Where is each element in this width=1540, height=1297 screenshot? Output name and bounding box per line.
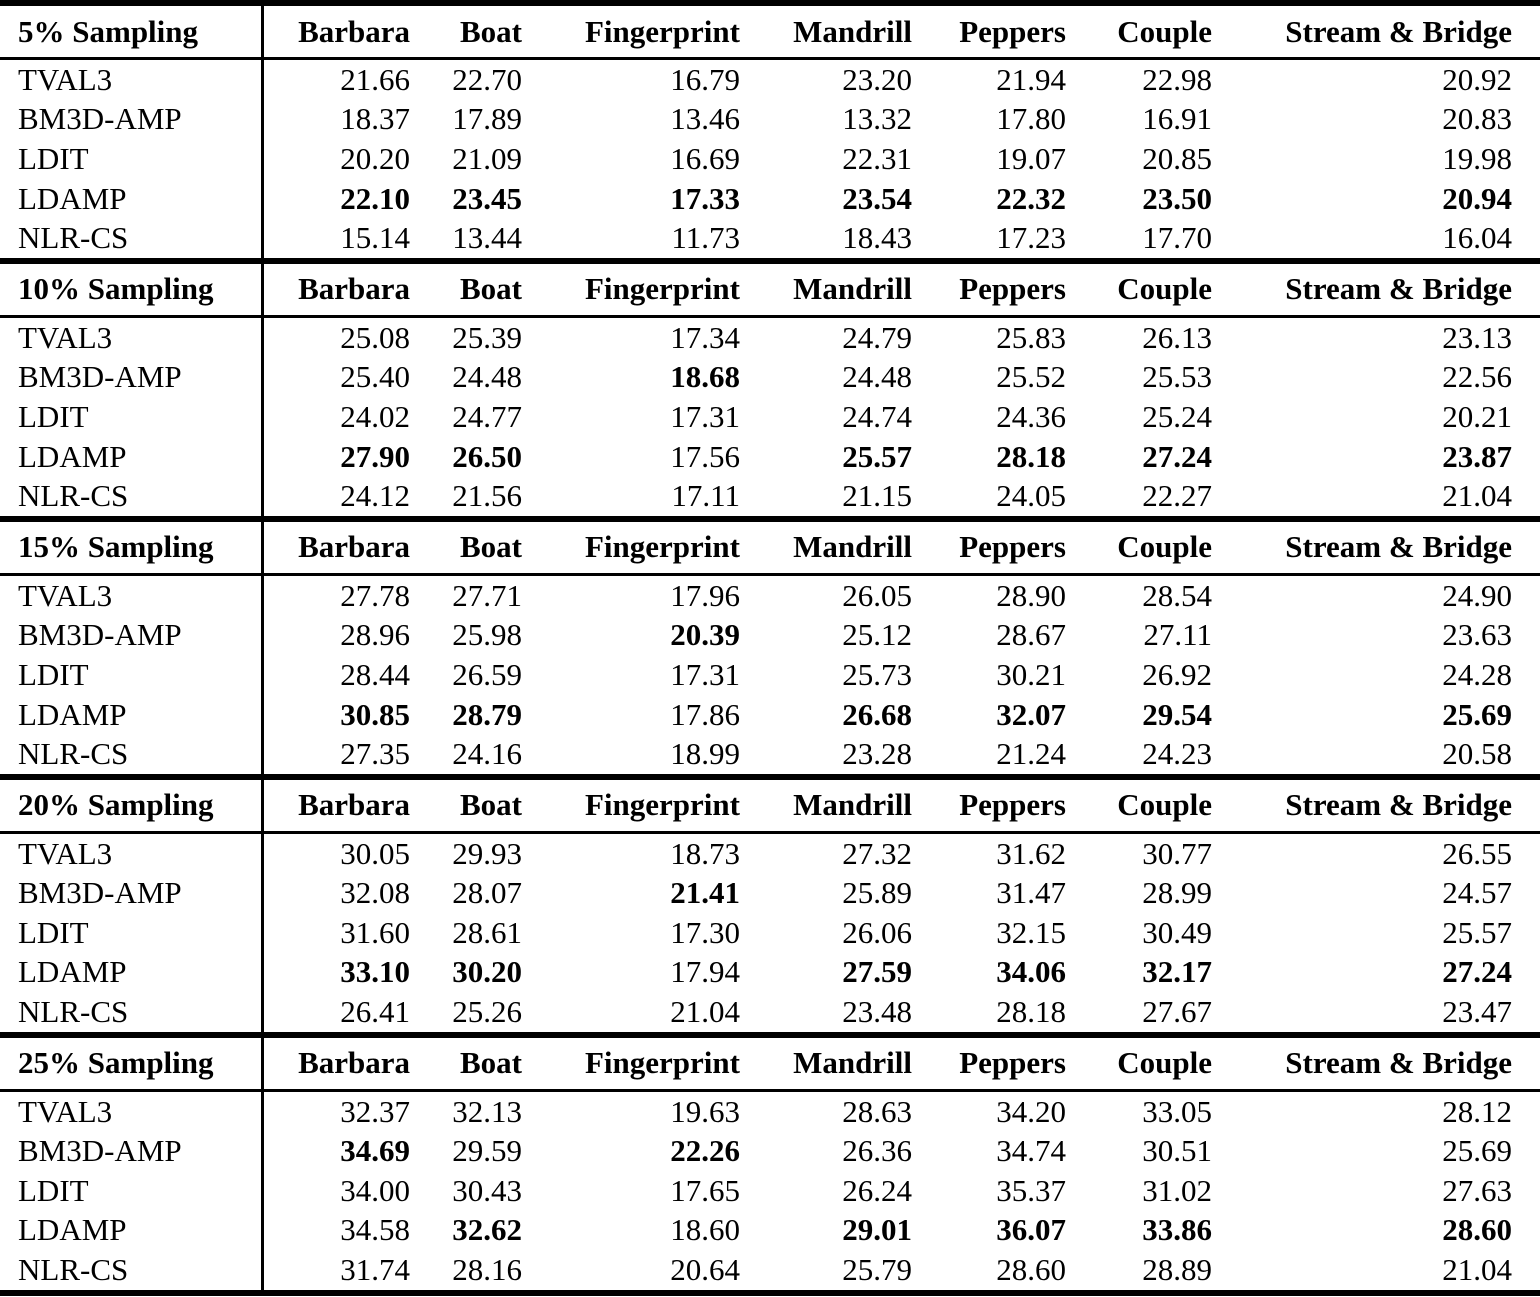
column-header-couple: Couple bbox=[1117, 271, 1212, 307]
cell-nlr-cs-barbara: 31.74 bbox=[262, 1250, 410, 1290]
cell-ldit-peppers: 24.36 bbox=[996, 398, 1066, 434]
cell-ldit-boat: 28.61 bbox=[452, 914, 522, 950]
column-header-couple: Couple bbox=[1117, 13, 1212, 49]
cell-ldit-mandrill: 26.24 bbox=[842, 1172, 912, 1208]
cell-ldamp-peppers: 28.18 bbox=[996, 438, 1066, 474]
cell-nlr-cs-couple: 27.67 bbox=[1142, 994, 1212, 1030]
table-row-tval3 bbox=[0, 59, 1540, 100]
row-label: BM3D-AMP bbox=[18, 617, 182, 653]
cell-nlr-cs-mandrill: 23.48 bbox=[842, 994, 912, 1030]
cell-nlr-cs-barbara: 26.41 bbox=[262, 992, 410, 1032]
cell-tval3-mandrill: 28.63 bbox=[842, 1093, 912, 1129]
cell-bm3d-amp-barbara: 25.40 bbox=[262, 358, 410, 398]
cell-ldamp-fingerprint: 17.86 bbox=[670, 696, 740, 732]
column-header-boat: Boat bbox=[460, 529, 522, 565]
cell-tval3-couple: 33.05 bbox=[1142, 1093, 1212, 1129]
cell-ldamp-couple: 29.54 bbox=[1142, 696, 1212, 732]
cell-ldit-couple: 31.02 bbox=[1142, 1172, 1212, 1208]
table-row-bm3d-amp bbox=[0, 874, 1540, 914]
cell-bm3d-amp-mandrill: 24.48 bbox=[842, 359, 912, 395]
cell-ldamp-peppers: 36.07 bbox=[996, 1212, 1066, 1248]
column-header-stream-bridge: Stream & Bridge bbox=[1285, 529, 1512, 565]
cell-ldit-fingerprint: 16.69 bbox=[670, 140, 740, 176]
cell-ldamp-peppers: 22.32 bbox=[996, 180, 1066, 216]
cell-tval3-fingerprint: 18.73 bbox=[670, 835, 740, 871]
table-row-ldit bbox=[0, 655, 1540, 695]
row-label: LDIT bbox=[18, 1172, 89, 1208]
row-label: NLR-CS bbox=[18, 736, 129, 772]
row-label: LDAMP bbox=[18, 438, 127, 474]
cell-tval3-barbara: 32.37 bbox=[262, 1090, 410, 1131]
cell-nlr-cs-boat: 25.26 bbox=[452, 994, 522, 1030]
cell-bm3d-amp-barbara: 18.37 bbox=[262, 100, 410, 140]
cell-bm3d-amp-fingerprint: 20.39 bbox=[670, 617, 740, 653]
cell-ldamp-mandrill: 27.59 bbox=[842, 954, 912, 990]
row-label: BM3D-AMP bbox=[18, 875, 182, 911]
cell-nlr-cs-fingerprint: 17.11 bbox=[671, 478, 740, 514]
cell-tval3-fingerprint: 17.34 bbox=[670, 319, 740, 355]
cell-nlr-cs-boat: 13.44 bbox=[452, 220, 522, 256]
cell-tval3-boat: 32.13 bbox=[452, 1093, 522, 1129]
column-header-peppers: Peppers bbox=[959, 787, 1066, 823]
cell-ldamp-stream-bridge: 25.69 bbox=[1442, 696, 1512, 732]
cell-ldamp-mandrill: 29.01 bbox=[842, 1212, 912, 1248]
cell-tval3-barbara: 27.78 bbox=[262, 574, 410, 615]
table-row-ldamp bbox=[0, 179, 1540, 219]
cell-ldamp-fingerprint: 17.94 bbox=[670, 954, 740, 990]
cell-bm3d-amp-peppers: 34.74 bbox=[996, 1133, 1066, 1169]
cell-tval3-fingerprint: 19.63 bbox=[670, 1093, 740, 1129]
cell-bm3d-amp-peppers: 31.47 bbox=[996, 875, 1066, 911]
cell-tval3-barbara: 30.05 bbox=[262, 832, 410, 873]
cell-tval3-stream-bridge: 20.92 bbox=[1442, 61, 1512, 97]
cell-ldit-stream-bridge: 19.98 bbox=[1442, 140, 1512, 176]
cell-ldamp-boat: 26.50 bbox=[452, 438, 522, 474]
cell-tval3-couple: 30.77 bbox=[1142, 835, 1212, 871]
row-label: NLR-CS bbox=[18, 994, 129, 1030]
cell-ldit-mandrill: 22.31 bbox=[842, 140, 912, 176]
cell-ldit-barbara: 24.02 bbox=[262, 397, 410, 437]
table-row-tval3 bbox=[0, 574, 1540, 615]
row-label: LDIT bbox=[18, 398, 89, 434]
column-header-mandrill: Mandrill bbox=[793, 13, 912, 49]
cell-ldamp-barbara: 22.10 bbox=[262, 179, 410, 219]
cell-nlr-cs-mandrill: 18.43 bbox=[842, 220, 912, 256]
section-10-sampling bbox=[0, 258, 1540, 516]
cell-ldit-barbara: 31.60 bbox=[262, 913, 410, 953]
cell-ldamp-boat: 32.62 bbox=[452, 1212, 522, 1248]
cell-tval3-couple: 28.54 bbox=[1142, 577, 1212, 613]
cell-nlr-cs-mandrill: 21.15 bbox=[842, 478, 912, 514]
row-label: LDAMP bbox=[18, 180, 127, 216]
cell-ldamp-peppers: 34.06 bbox=[996, 954, 1066, 990]
cell-ldit-boat: 30.43 bbox=[452, 1172, 522, 1208]
cell-ldit-peppers: 32.15 bbox=[996, 914, 1066, 950]
cell-tval3-mandrill: 26.05 bbox=[842, 577, 912, 613]
cell-tval3-boat: 27.71 bbox=[452, 577, 522, 613]
column-header-peppers: Peppers bbox=[959, 13, 1066, 49]
column-header-stream-bridge: Stream & Bridge bbox=[1285, 787, 1512, 823]
row-label: BM3D-AMP bbox=[18, 359, 182, 395]
column-header-fingerprint: Fingerprint bbox=[585, 271, 740, 307]
table-row-tval3 bbox=[0, 832, 1540, 873]
header-row bbox=[0, 777, 1540, 833]
cell-ldit-stream-bridge: 24.28 bbox=[1442, 656, 1512, 692]
column-header-stream-bridge: Stream & Bridge bbox=[1285, 271, 1512, 307]
cell-ldit-barbara: 34.00 bbox=[262, 1171, 410, 1211]
cell-tval3-barbara: 21.66 bbox=[262, 59, 410, 100]
cell-bm3d-amp-boat: 17.89 bbox=[452, 101, 522, 137]
cell-ldit-stream-bridge: 20.21 bbox=[1442, 398, 1512, 434]
cell-nlr-cs-boat: 21.56 bbox=[452, 478, 522, 514]
table-row-ldit bbox=[0, 397, 1540, 437]
cell-tval3-boat: 25.39 bbox=[452, 319, 522, 355]
section-5-sampling bbox=[0, 0, 1540, 258]
section-title: 15% Sampling bbox=[18, 529, 214, 565]
cell-tval3-peppers: 28.90 bbox=[996, 577, 1066, 613]
table-row-tval3 bbox=[0, 316, 1540, 357]
cell-ldit-couple: 26.92 bbox=[1142, 656, 1212, 692]
cell-nlr-cs-couple: 17.70 bbox=[1142, 220, 1212, 256]
cell-tval3-mandrill: 24.79 bbox=[842, 319, 912, 355]
cell-ldamp-boat: 23.45 bbox=[452, 180, 522, 216]
cell-tval3-boat: 22.70 bbox=[452, 61, 522, 97]
cell-bm3d-amp-peppers: 25.52 bbox=[996, 359, 1066, 395]
column-header-barbara: Barbara bbox=[262, 519, 410, 575]
cell-bm3d-amp-boat: 28.07 bbox=[452, 875, 522, 911]
cell-nlr-cs-stream-bridge: 16.04 bbox=[1442, 220, 1512, 256]
row-label: TVAL3 bbox=[18, 1093, 113, 1129]
cell-tval3-fingerprint: 16.79 bbox=[670, 61, 740, 97]
cell-nlr-cs-peppers: 24.05 bbox=[996, 478, 1066, 514]
row-label: NLR-CS bbox=[18, 1252, 129, 1288]
cell-ldamp-stream-bridge: 23.87 bbox=[1442, 438, 1512, 474]
table-row-nlr-cs bbox=[0, 1250, 1540, 1290]
column-header-fingerprint: Fingerprint bbox=[585, 1045, 740, 1081]
cell-tval3-peppers: 31.62 bbox=[996, 835, 1066, 871]
row-label: LDIT bbox=[18, 656, 89, 692]
table-row-tval3 bbox=[0, 1090, 1540, 1131]
cell-ldit-peppers: 19.07 bbox=[996, 140, 1066, 176]
cell-bm3d-amp-mandrill: 13.32 bbox=[842, 101, 912, 137]
column-header-boat: Boat bbox=[460, 271, 522, 307]
column-header-peppers: Peppers bbox=[959, 271, 1066, 307]
table-row-bm3d-amp bbox=[0, 100, 1540, 140]
cell-bm3d-amp-fingerprint: 22.26 bbox=[670, 1133, 740, 1169]
column-header-mandrill: Mandrill bbox=[793, 787, 912, 823]
table-row-bm3d-amp bbox=[0, 616, 1540, 656]
cell-bm3d-amp-boat: 24.48 bbox=[452, 359, 522, 395]
cell-nlr-cs-boat: 24.16 bbox=[452, 736, 522, 772]
cell-ldit-couple: 30.49 bbox=[1142, 914, 1212, 950]
column-header-fingerprint: Fingerprint bbox=[585, 787, 740, 823]
table-row-ldit bbox=[0, 1171, 1540, 1211]
cell-ldamp-stream-bridge: 20.94 bbox=[1442, 180, 1512, 216]
cell-ldit-barbara: 28.44 bbox=[262, 655, 410, 695]
cell-bm3d-amp-fingerprint: 13.46 bbox=[670, 101, 740, 137]
header-row bbox=[0, 3, 1540, 59]
cell-ldit-barbara: 20.20 bbox=[262, 139, 410, 179]
cell-bm3d-amp-couple: 27.11 bbox=[1143, 617, 1212, 653]
cell-bm3d-amp-boat: 25.98 bbox=[452, 617, 522, 653]
cell-ldamp-stream-bridge: 28.60 bbox=[1442, 1212, 1512, 1248]
column-header-fingerprint: Fingerprint bbox=[585, 529, 740, 565]
cell-bm3d-amp-couple: 25.53 bbox=[1142, 359, 1212, 395]
cell-ldamp-fingerprint: 18.60 bbox=[670, 1212, 740, 1248]
cell-nlr-cs-couple: 28.89 bbox=[1142, 1252, 1212, 1288]
row-label: TVAL3 bbox=[18, 61, 113, 97]
column-header-mandrill: Mandrill bbox=[793, 271, 912, 307]
cell-tval3-mandrill: 23.20 bbox=[842, 61, 912, 97]
row-label: LDIT bbox=[18, 914, 89, 950]
cell-nlr-cs-barbara: 27.35 bbox=[262, 734, 410, 774]
cell-ldit-couple: 25.24 bbox=[1142, 398, 1212, 434]
column-header-barbara: Barbara bbox=[262, 777, 410, 833]
cell-ldit-couple: 20.85 bbox=[1142, 140, 1212, 176]
row-label: LDAMP bbox=[18, 954, 127, 990]
cell-tval3-couple: 26.13 bbox=[1142, 319, 1212, 355]
section-25-sampling bbox=[0, 1032, 1540, 1290]
table-row-ldamp bbox=[0, 1211, 1540, 1251]
cell-tval3-stream-bridge: 28.12 bbox=[1442, 1093, 1512, 1129]
cell-ldit-mandrill: 25.73 bbox=[842, 656, 912, 692]
column-header-couple: Couple bbox=[1117, 1045, 1212, 1081]
cell-bm3d-amp-stream-bridge: 25.69 bbox=[1442, 1133, 1512, 1169]
cell-ldit-fingerprint: 17.31 bbox=[670, 398, 740, 434]
cell-ldamp-mandrill: 25.57 bbox=[842, 438, 912, 474]
cell-ldit-fingerprint: 17.31 bbox=[670, 656, 740, 692]
cell-nlr-cs-boat: 28.16 bbox=[452, 1252, 522, 1288]
cell-tval3-boat: 29.93 bbox=[452, 835, 522, 871]
column-header-stream-bridge: Stream & Bridge bbox=[1285, 13, 1512, 49]
table-row-bm3d-amp bbox=[0, 358, 1540, 398]
cell-ldamp-couple: 33.86 bbox=[1142, 1212, 1212, 1248]
column-header-mandrill: Mandrill bbox=[793, 529, 912, 565]
cell-bm3d-amp-mandrill: 25.89 bbox=[842, 875, 912, 911]
cell-nlr-cs-barbara: 24.12 bbox=[262, 476, 410, 516]
cell-ldamp-couple: 27.24 bbox=[1142, 438, 1212, 474]
row-label: TVAL3 bbox=[18, 577, 113, 613]
row-label: TVAL3 bbox=[18, 835, 113, 871]
cell-nlr-cs-fingerprint: 18.99 bbox=[670, 736, 740, 772]
section-title: 25% Sampling bbox=[18, 1045, 214, 1081]
cell-bm3d-amp-mandrill: 26.36 bbox=[842, 1133, 912, 1169]
column-header-fingerprint: Fingerprint bbox=[585, 13, 740, 49]
row-label: NLR-CS bbox=[18, 220, 129, 256]
section-title: 20% Sampling bbox=[18, 787, 214, 823]
cell-bm3d-amp-peppers: 28.67 bbox=[996, 617, 1066, 653]
row-label: LDIT bbox=[18, 140, 89, 176]
cell-tval3-mandrill: 27.32 bbox=[842, 835, 912, 871]
cell-bm3d-amp-barbara: 34.69 bbox=[262, 1131, 410, 1171]
table-row-nlr-cs bbox=[0, 218, 1540, 258]
cell-ldamp-boat: 30.20 bbox=[452, 954, 522, 990]
column-header-barbara: Barbara bbox=[262, 261, 410, 317]
cell-tval3-barbara: 25.08 bbox=[262, 316, 410, 357]
cell-ldamp-mandrill: 23.54 bbox=[842, 180, 912, 216]
row-label: LDAMP bbox=[18, 696, 127, 732]
column-header-barbara: Barbara bbox=[262, 3, 410, 59]
cell-ldit-fingerprint: 17.30 bbox=[670, 914, 740, 950]
column-header-couple: Couple bbox=[1117, 787, 1212, 823]
cell-ldit-fingerprint: 17.65 bbox=[670, 1172, 740, 1208]
cell-nlr-cs-fingerprint: 11.73 bbox=[671, 220, 740, 256]
cell-ldamp-barbara: 34.58 bbox=[262, 1211, 410, 1251]
cell-tval3-stream-bridge: 26.55 bbox=[1442, 835, 1512, 871]
cell-bm3d-amp-barbara: 28.96 bbox=[262, 616, 410, 656]
section-title: 5% Sampling bbox=[18, 13, 199, 49]
column-header-peppers: Peppers bbox=[959, 1045, 1066, 1081]
cell-ldit-stream-bridge: 27.63 bbox=[1442, 1172, 1512, 1208]
column-header-mandrill: Mandrill bbox=[793, 1045, 912, 1081]
cell-ldamp-barbara: 30.85 bbox=[262, 695, 410, 735]
cell-bm3d-amp-couple: 28.99 bbox=[1142, 875, 1212, 911]
row-label: NLR-CS bbox=[18, 478, 129, 514]
cell-bm3d-amp-fingerprint: 18.68 bbox=[670, 359, 740, 395]
cell-ldit-peppers: 35.37 bbox=[996, 1172, 1066, 1208]
cell-ldamp-barbara: 27.90 bbox=[262, 437, 410, 477]
cell-nlr-cs-couple: 24.23 bbox=[1142, 736, 1212, 772]
section-20-sampling bbox=[0, 774, 1540, 1032]
section-title: 10% Sampling bbox=[18, 271, 214, 307]
cell-ldamp-mandrill: 26.68 bbox=[842, 696, 912, 732]
row-label: BM3D-AMP bbox=[18, 101, 182, 137]
cell-tval3-fingerprint: 17.96 bbox=[670, 577, 740, 613]
cell-ldamp-barbara: 33.10 bbox=[262, 953, 410, 993]
cell-nlr-cs-fingerprint: 21.04 bbox=[670, 994, 740, 1030]
column-header-boat: Boat bbox=[460, 1045, 522, 1081]
section-15-sampling bbox=[0, 516, 1540, 774]
column-header-barbara: Barbara bbox=[262, 1035, 410, 1091]
cell-nlr-cs-peppers: 21.24 bbox=[996, 736, 1066, 772]
cell-nlr-cs-fingerprint: 20.64 bbox=[670, 1252, 740, 1288]
header-row bbox=[0, 519, 1540, 575]
cell-ldit-boat: 21.09 bbox=[452, 140, 522, 176]
table-row-bm3d-amp bbox=[0, 1131, 1540, 1171]
cell-nlr-cs-peppers: 28.60 bbox=[996, 1252, 1066, 1288]
cell-nlr-cs-couple: 22.27 bbox=[1142, 478, 1212, 514]
cell-nlr-cs-stream-bridge: 20.58 bbox=[1442, 736, 1512, 772]
cell-bm3d-amp-couple: 16.91 bbox=[1142, 101, 1212, 137]
cell-bm3d-amp-stream-bridge: 20.83 bbox=[1442, 101, 1512, 137]
cell-ldamp-fingerprint: 17.56 bbox=[670, 438, 740, 474]
column-header-stream-bridge: Stream & Bridge bbox=[1285, 1045, 1512, 1081]
cell-nlr-cs-mandrill: 23.28 bbox=[842, 736, 912, 772]
cell-nlr-cs-mandrill: 25.79 bbox=[842, 1252, 912, 1288]
cell-nlr-cs-peppers: 28.18 bbox=[996, 994, 1066, 1030]
cell-tval3-stream-bridge: 23.13 bbox=[1442, 319, 1512, 355]
cell-ldamp-fingerprint: 17.33 bbox=[670, 180, 740, 216]
cell-tval3-peppers: 25.83 bbox=[996, 319, 1066, 355]
cell-ldamp-peppers: 32.07 bbox=[996, 696, 1066, 732]
cell-nlr-cs-peppers: 17.23 bbox=[996, 220, 1066, 256]
column-header-boat: Boat bbox=[460, 13, 522, 49]
table-row-ldit bbox=[0, 913, 1540, 953]
cell-ldamp-stream-bridge: 27.24 bbox=[1442, 954, 1512, 990]
table-row-nlr-cs bbox=[0, 992, 1540, 1032]
cell-bm3d-amp-peppers: 17.80 bbox=[996, 101, 1066, 137]
cell-ldit-boat: 24.77 bbox=[452, 398, 522, 434]
cell-tval3-couple: 22.98 bbox=[1142, 61, 1212, 97]
column-header-couple: Couple bbox=[1117, 529, 1212, 565]
cell-nlr-cs-stream-bridge: 21.04 bbox=[1442, 478, 1512, 514]
row-label: LDAMP bbox=[18, 1212, 127, 1248]
cell-tval3-peppers: 34.20 bbox=[996, 1093, 1066, 1129]
column-header-boat: Boat bbox=[460, 787, 522, 823]
cell-tval3-peppers: 21.94 bbox=[996, 61, 1066, 97]
table-row-ldamp bbox=[0, 695, 1540, 735]
cell-tval3-stream-bridge: 24.90 bbox=[1442, 577, 1512, 613]
header-row bbox=[0, 261, 1540, 317]
header-row bbox=[0, 1035, 1540, 1091]
cell-ldit-boat: 26.59 bbox=[452, 656, 522, 692]
cell-bm3d-amp-mandrill: 25.12 bbox=[842, 617, 912, 653]
cell-ldit-peppers: 30.21 bbox=[996, 656, 1066, 692]
table-row-nlr-cs bbox=[0, 734, 1540, 774]
cell-bm3d-amp-barbara: 32.08 bbox=[262, 874, 410, 914]
table-row-ldamp bbox=[0, 953, 1540, 993]
column-header-peppers: Peppers bbox=[959, 529, 1066, 565]
cell-ldit-mandrill: 24.74 bbox=[842, 398, 912, 434]
cell-ldit-stream-bridge: 25.57 bbox=[1442, 914, 1512, 950]
cell-nlr-cs-stream-bridge: 21.04 bbox=[1442, 1252, 1512, 1288]
cell-bm3d-amp-stream-bridge: 24.57 bbox=[1442, 875, 1512, 911]
cell-bm3d-amp-couple: 30.51 bbox=[1142, 1133, 1212, 1169]
cell-ldamp-boat: 28.79 bbox=[452, 696, 522, 732]
cell-bm3d-amp-fingerprint: 21.41 bbox=[670, 875, 740, 911]
table-row-ldamp bbox=[0, 437, 1540, 477]
row-label: BM3D-AMP bbox=[18, 1133, 182, 1169]
cell-bm3d-amp-stream-bridge: 23.63 bbox=[1442, 617, 1512, 653]
table-row-ldit bbox=[0, 139, 1540, 179]
cell-ldamp-couple: 32.17 bbox=[1142, 954, 1212, 990]
cell-nlr-cs-stream-bridge: 23.47 bbox=[1442, 994, 1512, 1030]
cell-ldit-mandrill: 26.06 bbox=[842, 914, 912, 950]
row-label: TVAL3 bbox=[18, 319, 113, 355]
cell-ldamp-couple: 23.50 bbox=[1142, 180, 1212, 216]
table-row-nlr-cs bbox=[0, 476, 1540, 516]
cell-bm3d-amp-boat: 29.59 bbox=[452, 1133, 522, 1169]
cell-nlr-cs-barbara: 15.14 bbox=[262, 218, 410, 258]
cell-bm3d-amp-stream-bridge: 22.56 bbox=[1442, 359, 1512, 395]
